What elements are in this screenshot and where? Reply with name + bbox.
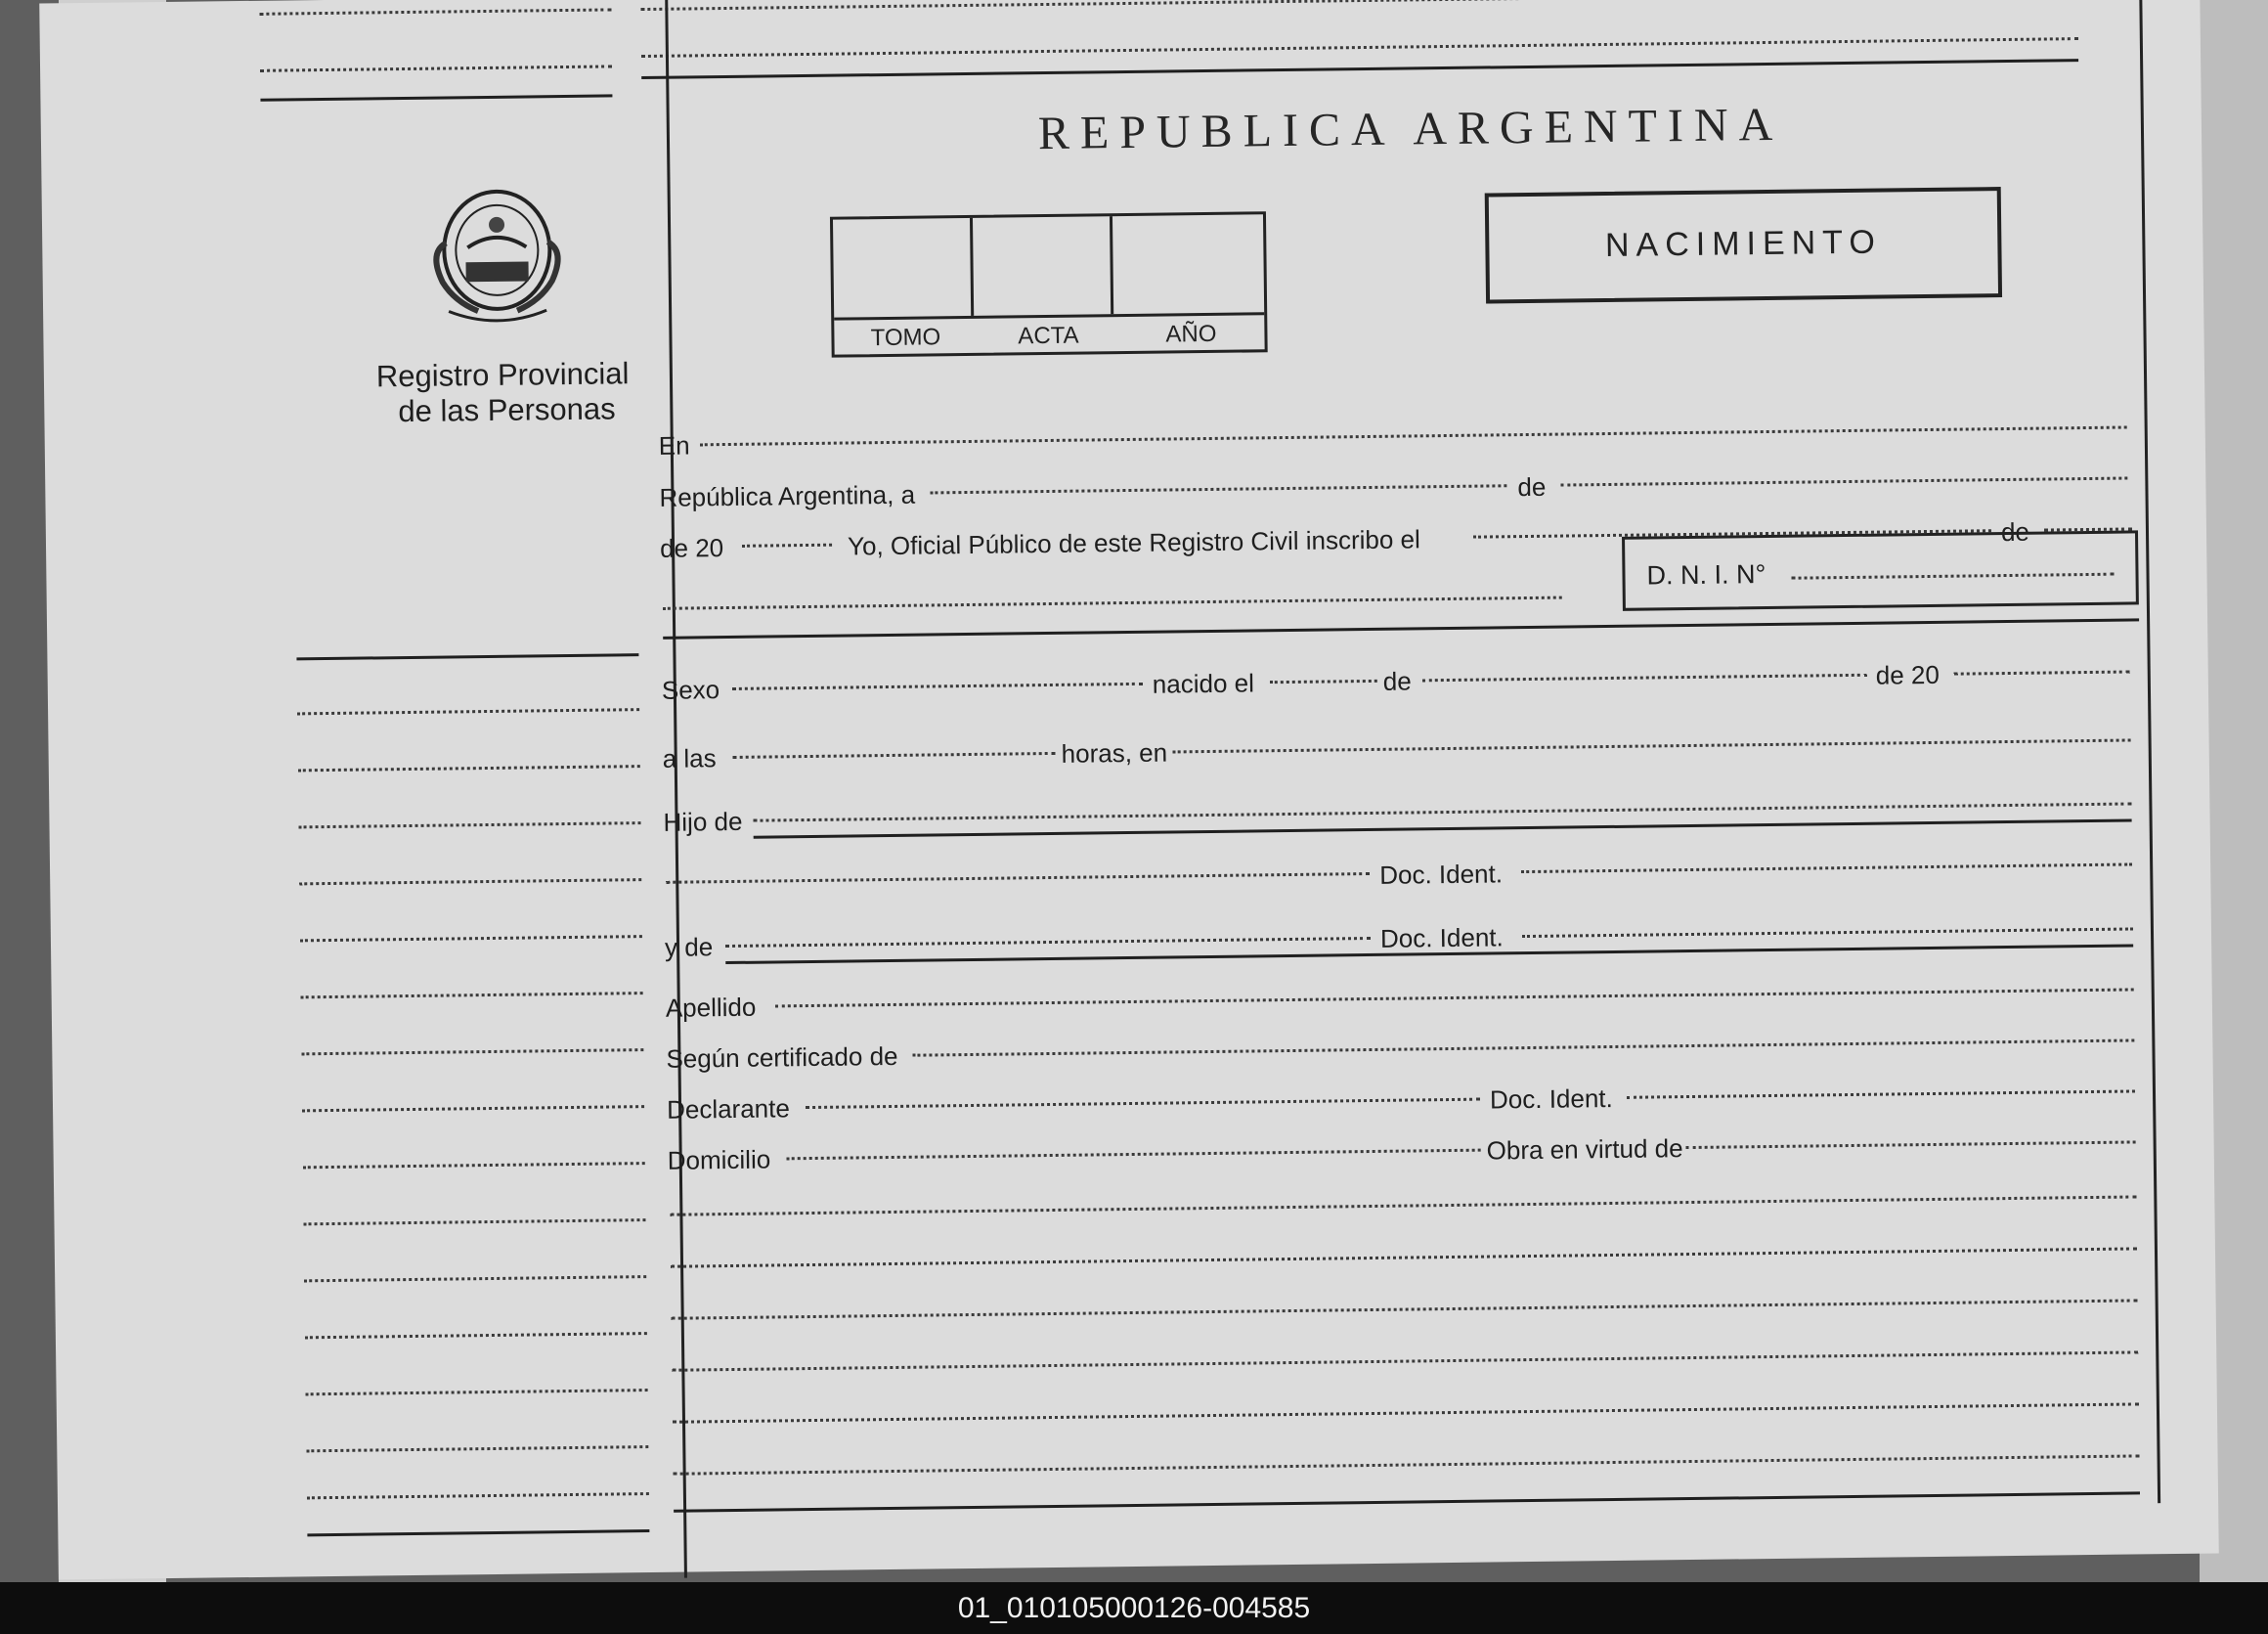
y-de-label: y de <box>664 932 714 962</box>
margin-line-6[interactable] <box>301 992 643 998</box>
bottom-rule-right <box>674 1491 2140 1512</box>
extra-line-2[interactable] <box>671 1247 2137 1267</box>
nacido-mes-field[interactable] <box>1422 674 1867 683</box>
de20-label-2: de 20 <box>1875 659 1941 690</box>
margin-line-4[interactable] <box>299 878 641 885</box>
republica-label: República Argentina, a <box>659 479 916 512</box>
margin-line-13[interactable] <box>306 1389 648 1395</box>
doc-ident-label-1: Doc. Ident. <box>1379 859 1504 890</box>
sexo-label: Sexo <box>661 675 720 705</box>
extra-line-1[interactable] <box>670 1195 2136 1215</box>
apellido-label: Apellido <box>665 992 757 1023</box>
left-margin-rule <box>296 653 638 660</box>
ano-label: AÑO <box>1165 320 1217 348</box>
record-type-box <box>1485 187 2002 303</box>
inscribo-cont-field[interactable] <box>663 596 1562 610</box>
hora-field[interactable] <box>733 752 1056 759</box>
margin-line-1[interactable] <box>297 708 639 715</box>
hijo-de-label: Hijo de <box>663 806 743 837</box>
extra-line-3[interactable] <box>672 1299 2138 1319</box>
left-top-line-1 <box>259 8 611 15</box>
tomo-label: TOMO <box>870 324 941 352</box>
right-top-line-2 <box>641 37 2078 58</box>
certificado-field[interactable] <box>912 1038 2134 1056</box>
margin-line-12[interactable] <box>305 1332 647 1339</box>
right-top-line-1 <box>640 0 2077 11</box>
padre-doc-field[interactable] <box>1521 862 2132 873</box>
left-top-rule <box>260 94 612 101</box>
domicilio-field[interactable] <box>787 1149 1481 1161</box>
margin-line-3[interactable] <box>299 821 641 828</box>
margin-line-11[interactable] <box>304 1275 646 1282</box>
a-las-label: a las <box>662 743 717 773</box>
padre-field[interactable] <box>753 802 2131 821</box>
dni-box <box>1622 530 2139 610</box>
sexo-field[interactable] <box>732 683 1143 690</box>
madre-doc-field[interactable] <box>1522 927 2133 938</box>
acta-label: ACTA <box>1018 322 1079 350</box>
en-label: En <box>658 430 690 461</box>
doc-ident-label-3: Doc. Ident. <box>1489 1082 1613 1115</box>
agency-name-line1: Registro Provincial <box>375 356 630 394</box>
right-top-rule <box>641 59 2078 79</box>
dni-label: D. N. I. N° <box>1646 559 1766 591</box>
provincial-seal-icon <box>417 173 576 331</box>
lugar-field[interactable] <box>1173 738 2131 753</box>
padre-cont-field[interactable] <box>666 872 1370 884</box>
tomo-cell[interactable] <box>833 218 974 318</box>
madre-field[interactable] <box>725 937 1371 948</box>
left-top-line-2 <box>260 65 612 71</box>
right-border-line <box>2139 0 2160 1503</box>
obra-label: Obra en virtud de <box>1486 1133 1683 1166</box>
nacido-ano-field[interactable] <box>1954 670 2130 675</box>
declarante-label: Declarante <box>666 1093 791 1125</box>
page-title: REPUBLICA ARGENTINA <box>1037 98 1784 160</box>
en-field[interactable] <box>700 426 2127 447</box>
declarante-doc-field[interactable] <box>1627 1089 2135 1098</box>
margin-line-9[interactable] <box>303 1162 645 1169</box>
margin-line-2[interactable] <box>298 765 640 772</box>
horas-en-label: horas, en <box>1061 737 1168 769</box>
column-divider <box>665 0 687 1578</box>
section-rule-1 <box>663 618 2139 639</box>
margin-line-14[interactable] <box>306 1445 648 1452</box>
apellido-field[interactable] <box>775 988 2134 1007</box>
yo-oficial-label: Yo, Oficial Público de este Registro Civil inscribo el <box>847 524 1420 561</box>
day-field[interactable] <box>930 484 1506 494</box>
margin-line-10[interactable] <box>303 1218 645 1225</box>
doc-ident-label-2: Doc. Ident. <box>1379 922 1504 953</box>
obra-field[interactable] <box>1686 1140 2136 1149</box>
form-page <box>39 0 2219 1579</box>
de-label-2: de <box>2000 516 2030 548</box>
de20-label: de 20 <box>659 533 724 563</box>
margin-line-7[interactable] <box>301 1048 643 1055</box>
year-field[interactable] <box>742 544 832 548</box>
extra-line-6[interactable] <box>674 1454 2140 1475</box>
acta-cell[interactable] <box>973 216 1113 316</box>
extra-line-5[interactable] <box>673 1402 2139 1423</box>
domicilio-label: Domicilio <box>667 1144 771 1175</box>
record-number-grid <box>830 211 1268 357</box>
de-label-3: de <box>1382 666 1412 696</box>
dni-field[interactable] <box>1792 573 2115 580</box>
segun-label: Según certificado de <box>666 1040 898 1074</box>
declarante-field[interactable] <box>806 1098 1480 1109</box>
extra-line-4[interactable] <box>672 1350 2138 1371</box>
scan-id-footer: 01_010105000126-004585 <box>0 1582 2268 1634</box>
month-field[interactable] <box>1560 476 2127 486</box>
record-type-label: NACIMIENTO <box>1604 223 1883 265</box>
margin-line-5[interactable] <box>300 935 642 942</box>
bottom-rule-left <box>307 1529 649 1536</box>
margin-line-8[interactable] <box>302 1105 644 1112</box>
hijo-de-rule <box>754 818 2132 838</box>
nacido-el-label: nacido el <box>1152 668 1255 699</box>
margin-line-15[interactable] <box>307 1492 649 1499</box>
nacido-dia-field[interactable] <box>1270 680 1377 684</box>
de-label: de <box>1517 471 1547 503</box>
agency-name-line2: de las Personas <box>398 391 616 429</box>
